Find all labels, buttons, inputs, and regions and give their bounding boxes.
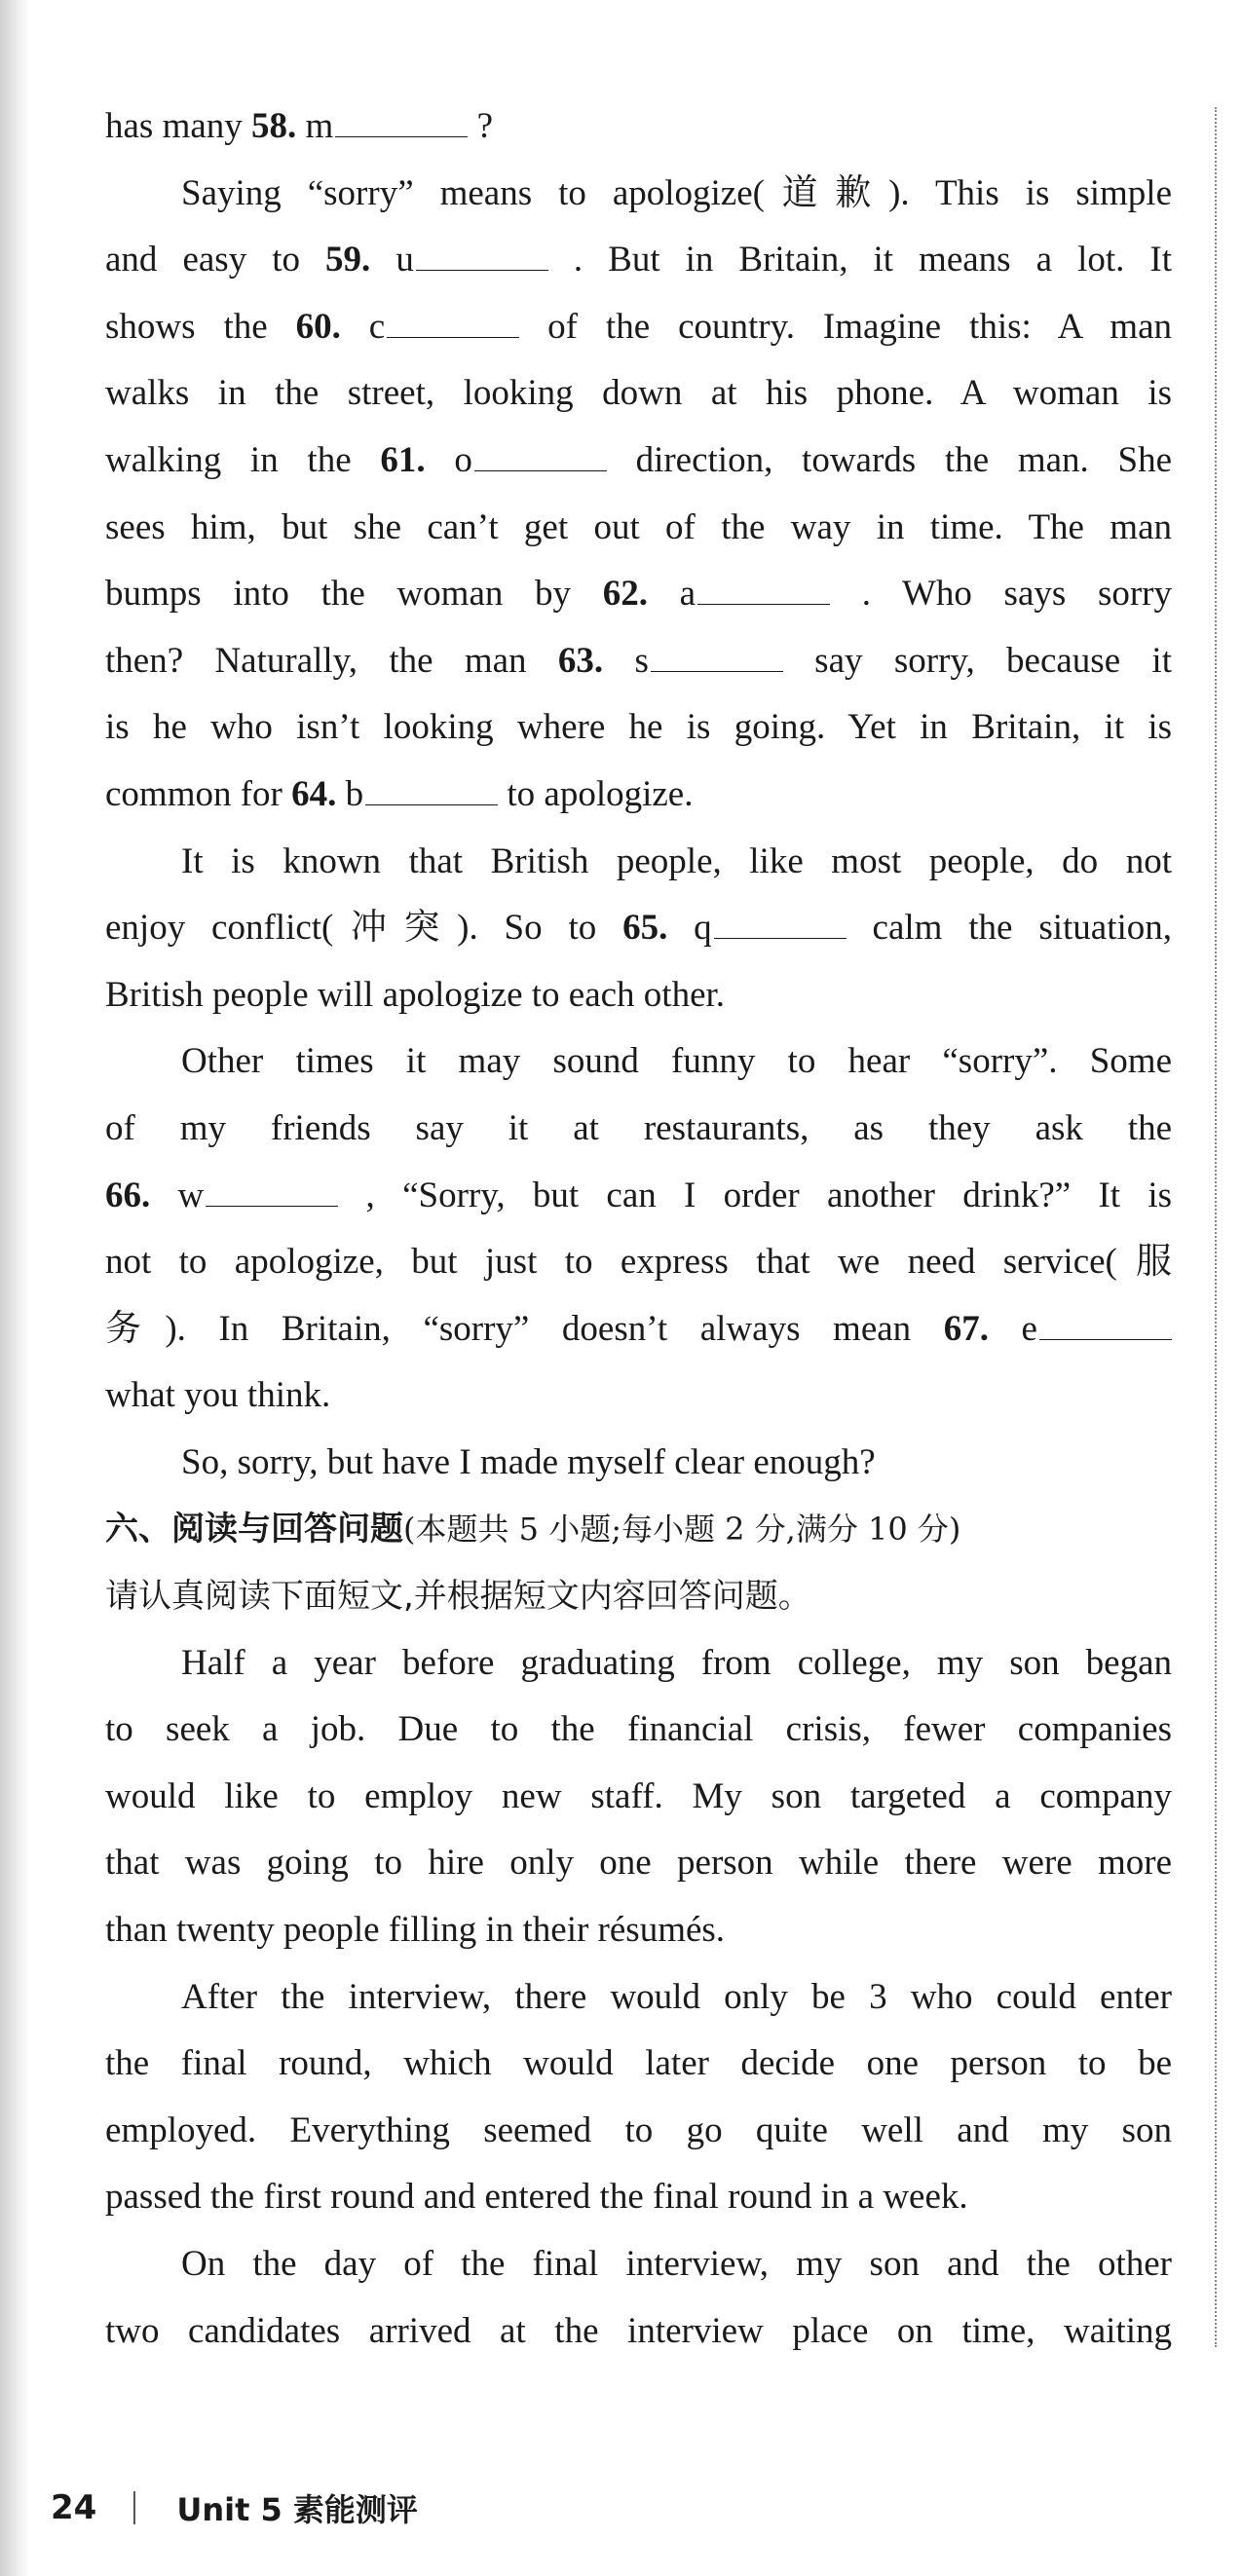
answer-blank[interactable] xyxy=(335,132,468,137)
line-text: w xyxy=(150,1175,205,1215)
passage-line: two candidates arrived at the interview place on time, waiting xyxy=(105,2310,1172,2351)
line-text: , “Sorry, but can I order another drink?” It is xyxy=(338,1175,1172,1215)
passage-line: that was going to hire only one person while there were more xyxy=(105,1843,1172,1884)
cloze-line xyxy=(105,1096,1172,1163)
line-text: b xyxy=(336,773,364,814)
line-text: c xyxy=(340,306,386,347)
line-text: It is known that British people, like most people, do not xyxy=(181,840,1172,881)
question-number: 63. xyxy=(557,640,604,681)
cloze-line xyxy=(105,1430,1172,1497)
line-text: m xyxy=(296,106,334,146)
question-number: 64. xyxy=(291,773,337,814)
answer-blank[interactable] xyxy=(206,1202,338,1207)
passage-line: employed. Everything seemed to go quite well and my son xyxy=(105,2109,1172,2150)
line-text: to apologize. xyxy=(498,773,694,814)
cloze-line xyxy=(105,161,1172,228)
line-text: s xyxy=(603,640,649,681)
line-text: direction, towards the man. She xyxy=(606,439,1172,480)
line-text: Saying “sorry” means to apologize(道歉). This is simple xyxy=(181,172,1172,213)
question-number: 60. xyxy=(295,306,341,347)
line-text: common for xyxy=(105,773,292,814)
question-number: 67. xyxy=(943,1308,989,1349)
question-number: 65. xyxy=(622,908,668,949)
cloze-line xyxy=(105,962,1172,1029)
line-text: So, sorry, but have I made myself clear enough? xyxy=(181,1441,876,1482)
line-text: calm the situation, xyxy=(846,908,1172,949)
section-six-title: 六、阅读与回答问题 xyxy=(105,1510,403,1549)
line-text: is he who isn’t looking where he is going. Yet in Britain, it is xyxy=(105,707,1172,748)
line-text: . Who says sorry xyxy=(830,574,1172,615)
answer-blank[interactable] xyxy=(714,934,847,939)
line-text: walking in the xyxy=(105,439,381,480)
question-number: 61. xyxy=(380,439,426,480)
line-text: walks in the street, looking down at his phone. A woman is xyxy=(105,373,1172,414)
cloze-line xyxy=(105,762,1172,829)
cloze-line xyxy=(105,561,1172,628)
line-text: bumps into the woman by xyxy=(105,574,603,615)
cloze-line xyxy=(105,428,1172,495)
unit-label: Unit 5 素能测评 xyxy=(176,2491,418,2528)
passage-line: to seek a job. Due to the financial crisis, fewer companies xyxy=(105,1709,1172,1750)
passage-line: On the day of the final interview, my son and the other xyxy=(181,2244,1172,2284)
line-text: what you think. xyxy=(105,1375,331,1416)
passage-line: After the interview, there would only be 3 who could enter xyxy=(181,1976,1172,2017)
line-text: ? xyxy=(468,106,493,146)
cloze-line xyxy=(105,895,1172,962)
cloze-line xyxy=(105,360,1172,428)
passage-line: would like to employ new staff. My son targeted a company xyxy=(105,1775,1172,1816)
cloze-line xyxy=(105,294,1172,361)
line-text: a xyxy=(647,574,696,615)
line-text: 务). In Britain, “sorry” doesn’t always mean xyxy=(105,1308,944,1349)
page-number: 24 xyxy=(51,2488,97,2527)
line-text: British people will apologize to each other. xyxy=(105,974,726,1015)
passage-line: than twenty people filling in their résumés. xyxy=(105,1910,726,1951)
answer-blank[interactable] xyxy=(416,266,548,271)
cloze-line xyxy=(105,1296,1172,1363)
answer-blank[interactable] xyxy=(1039,1335,1172,1340)
answer-blank[interactable] xyxy=(474,467,607,471)
cloze-line xyxy=(105,694,1172,762)
dotted-cut-line xyxy=(1215,107,1217,2347)
line-text: has many xyxy=(105,106,252,146)
passage-job-seeking xyxy=(105,1630,1172,2366)
line-text: of my friends say it at restaurants, as they ask the xyxy=(105,1107,1172,1148)
binding-shadow xyxy=(0,0,29,2576)
cloze-line xyxy=(105,1363,1172,1430)
question-number: 59. xyxy=(325,240,371,280)
line-text: enjoy conflict(冲突). So to xyxy=(105,908,623,949)
cloze-line xyxy=(105,93,1172,161)
line-text: sees him, but she can’t get out of the way in time. The man xyxy=(105,506,1172,547)
line-text: o xyxy=(425,439,472,480)
passage-line: passed the first round and entered the final round in a week. xyxy=(105,2177,968,2218)
passage-line: Half a year before graduating from college, my son began xyxy=(181,1642,1172,1683)
question-number: 62. xyxy=(602,574,648,615)
line-text: and easy to xyxy=(105,240,326,280)
line-text: say sorry, because it xyxy=(782,640,1172,681)
line-text: Other times it may sound funny to hear “sorry”. Some xyxy=(181,1041,1172,1082)
question-number: 66. xyxy=(105,1175,151,1215)
section-six-heading xyxy=(105,1496,1172,1563)
cloze-line xyxy=(105,495,1172,562)
line-text: u xyxy=(370,240,414,280)
line-text: shows the xyxy=(105,306,296,347)
cloze-line xyxy=(105,1229,1172,1296)
line-text: q xyxy=(667,908,712,949)
line-text: of the country. Imagine this: A man xyxy=(519,306,1172,347)
line-text: not to apologize, but just to express that we need service(服 xyxy=(105,1242,1172,1283)
cloze-line xyxy=(105,829,1172,896)
answer-blank[interactable] xyxy=(387,333,519,338)
passage-line: the final round, which would later decide one person to be xyxy=(105,2043,1172,2084)
cloze-line xyxy=(105,628,1172,695)
cloze-line xyxy=(105,1028,1172,1096)
line-text: e xyxy=(988,1308,1037,1349)
cloze-line xyxy=(105,227,1172,294)
question-number: 58. xyxy=(251,106,297,146)
footer-divider xyxy=(133,2491,135,2524)
passage-sorry xyxy=(105,93,1172,1496)
page-footer xyxy=(51,2486,418,2529)
answer-blank[interactable] xyxy=(365,801,498,805)
line-text: . But in Britain, it means a lot. It xyxy=(547,240,1172,280)
answer-blank[interactable] xyxy=(697,600,830,605)
line-text: then? Naturally, the man xyxy=(105,640,558,681)
section-six-points: (本题共 5 小题;每小题 2 分,满分 10 分) xyxy=(403,1511,961,1549)
text-column xyxy=(105,93,1172,2365)
answer-blank[interactable] xyxy=(651,667,783,672)
cloze-line xyxy=(105,1163,1172,1230)
section-six-instruction: 请认真阅读下面短文,并根据短文内容回答问题。 xyxy=(105,1577,811,1617)
